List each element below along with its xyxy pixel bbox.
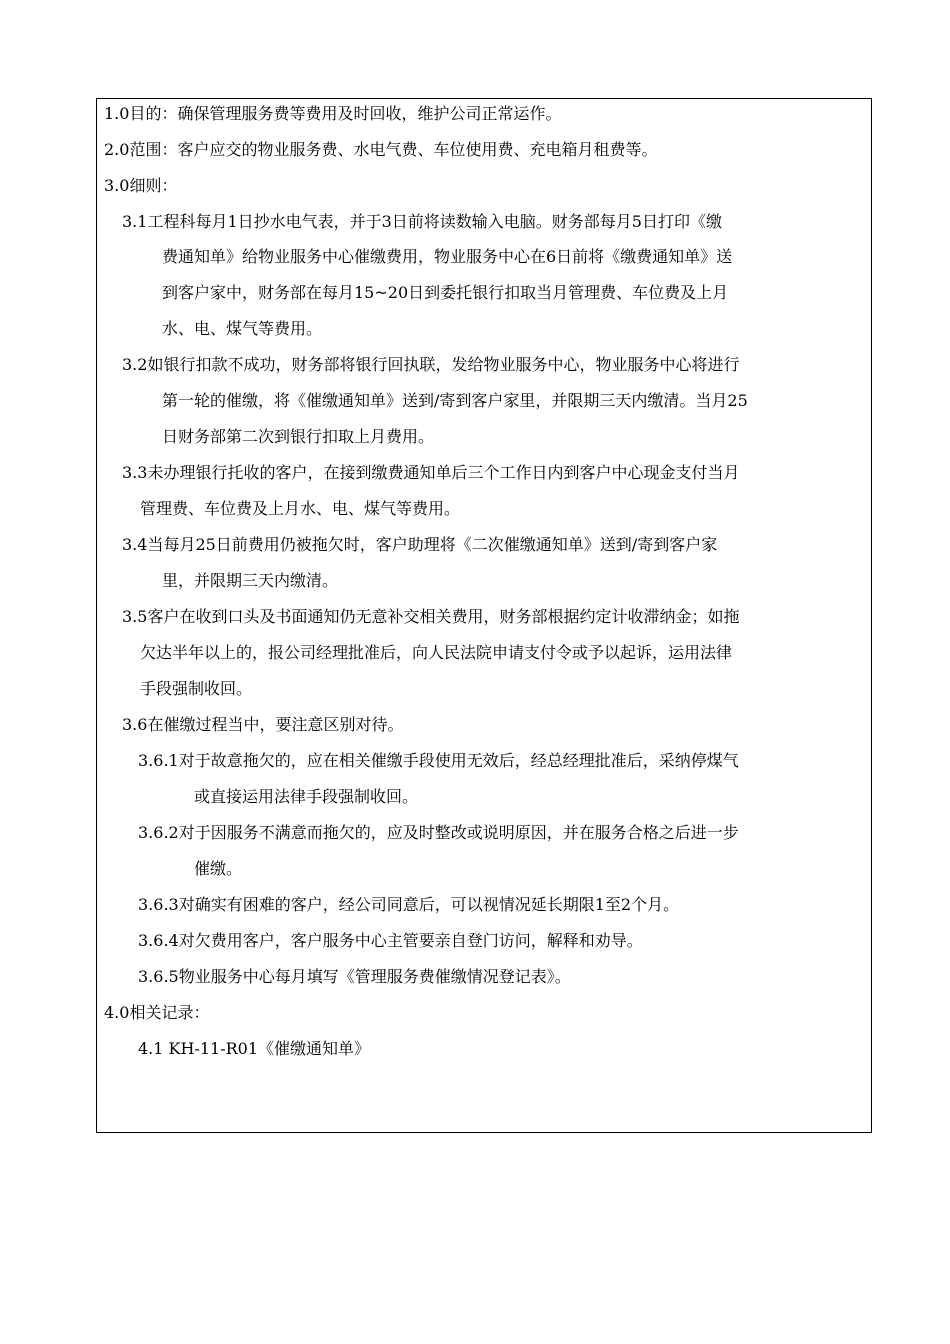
- rule-3-2-cont: 日财务部第二次到银行扣取上月费用。: [162, 427, 435, 446]
- rule-3-4-cont: 里，并限期三天内缴清。: [162, 571, 339, 590]
- rule-3-5-cont: 欠达半年以上的，报公司经理批准后，向人民法院申请支付令或予以起诉，运用法律: [140, 643, 733, 662]
- section-records-heading: 4.0相关记录：: [104, 1003, 210, 1022]
- rule-3-3: 3.3未办理银行托收的客户，在接到缴费通知单后三个工作日内到客户中心现金支付当月: [122, 463, 740, 482]
- rule-3-6-3: 3.6.3对确实有困难的客户，经公司同意后，可以视情况延长期限1至2个月。: [138, 895, 680, 914]
- rule-3-2: 3.2如银行扣款不成功，财务部将银行回执联，发给物业服务中心，物业服务中心将进行: [122, 355, 740, 374]
- rule-3-5: 3.5客户在收到口头及书面通知仍无意补交相关费用，财务部根据约定计收滞纳金；如拖: [122, 607, 740, 626]
- rule-3-1-cont: 水、电、煤气等费用。: [162, 319, 323, 338]
- rule-3-6-1-cont: 或直接运用法律手段强制收回。: [194, 787, 419, 806]
- rule-3-1: 3.1工程科每月1日抄水电气表，并于3日前将读数输入电脑。财务部每月5日打印《缴: [122, 212, 722, 231]
- rule-3-6-1: 3.6.1对于故意拖欠的，应在相关催缴手段使用无效后，经总经理批准后，采纳停煤气: [138, 751, 739, 770]
- rule-3-2-cont: 第一轮的催缴，将《催缴通知单》送到/寄到客户家里，并限期三天内缴清。当月25: [162, 391, 748, 410]
- rule-3-6-4: 3.6.4对欠费用客户，客户服务中心主管要亲自登门访问，解释和劝导。: [138, 931, 643, 950]
- rule-3-1-cont: 到客户家中，财务部在每月15~20日到委托银行扣取当月管理费、车位费及上月: [162, 283, 729, 302]
- rule-3-1-cont: 费通知单》给物业服务中心催缴费用，物业服务中心在6日前将《缴费通知单》送: [162, 247, 733, 266]
- section-rules-heading: 3.0细则：: [104, 176, 178, 195]
- rule-3-6: 3.6在催缴过程当中，要注意区别对待。: [122, 715, 404, 734]
- rule-3-5-cont: 手段强制收回。: [140, 679, 253, 698]
- rule-3-6-5: 3.6.5物业服务中心每月填写《管理服务费催缴情况登记表》。: [138, 967, 571, 986]
- rule-3-6-2: 3.6.2对于因服务不满意而拖欠的，应及时整改或说明原因，并在服务合格之后进一步: [138, 823, 739, 842]
- rule-3-6-2-cont: 催缴。: [194, 859, 243, 878]
- section-purpose: 1.0目的：确保管理服务费等费用及时回收，维护公司正常运作。: [104, 104, 562, 123]
- record-4-1: 4.1 KH-11-R01《催缴通知单》: [138, 1039, 371, 1058]
- rule-3-3-cont: 管理费、车位费及上月水、电、煤气等费用。: [140, 499, 461, 518]
- rule-3-4: 3.4当每月25日前费用仍被拖欠时，客户助理将《二次催缴通知单》送到/寄到客户家: [122, 535, 718, 554]
- section-scope: 2.0范围：客户应交的物业服务费、水电气费、车位使用费、充电箱月租费等。: [104, 140, 658, 159]
